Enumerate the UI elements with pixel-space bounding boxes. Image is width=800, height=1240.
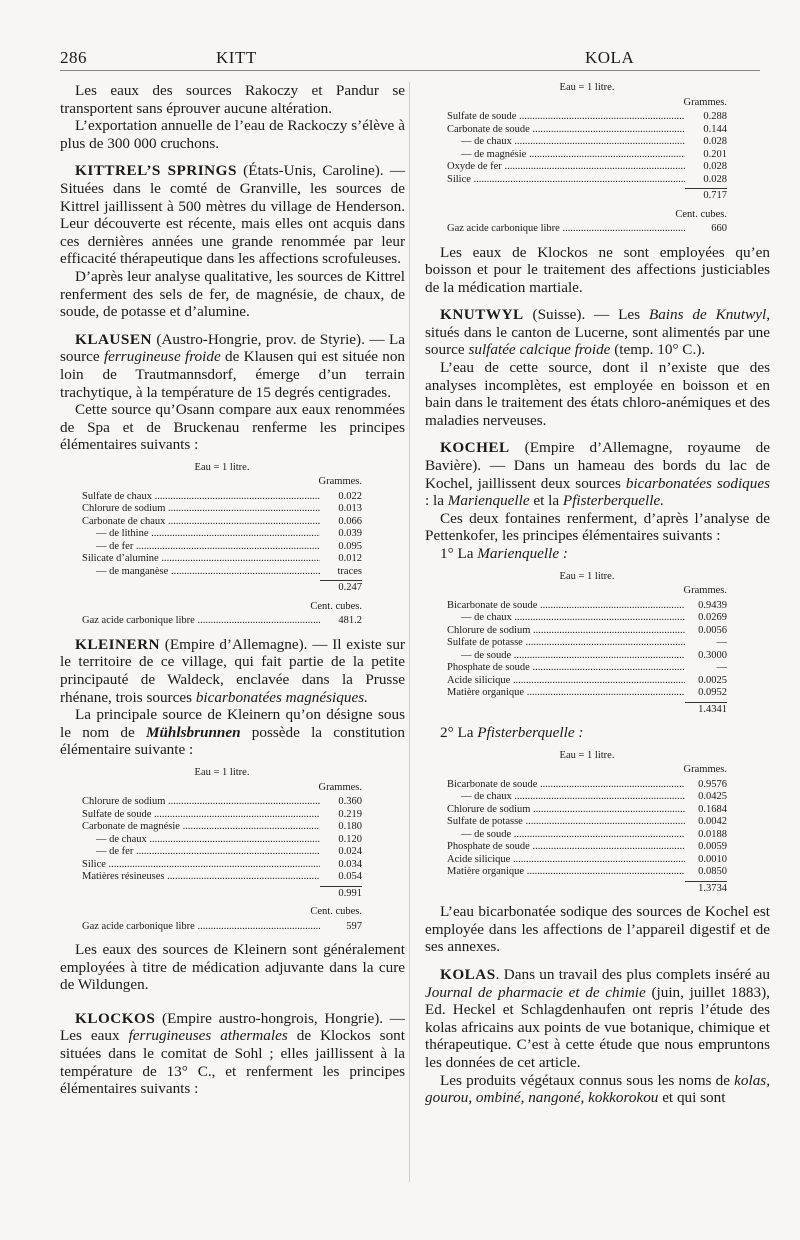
table-row bbox=[82, 491, 362, 504]
table-row bbox=[82, 503, 362, 516]
kochel-paragraph-3: L’eau bicarbonatée sodique des sources de Kochel est employée dans les affections de l’appareil digestif et de ses annexes. bbox=[425, 903, 770, 956]
table-cell-name: Acide silicique ..... bbox=[447, 854, 685, 867]
table-caption: Eau = 1 litre. bbox=[559, 749, 615, 761]
table-total-value: 0.991 bbox=[320, 886, 362, 901]
entry-text: (Empire d’Allemagne, royaume de Bavière). — Dans un hameau des bords du lac de Kochel, jaillissent deux sources bbox=[425, 439, 770, 492]
table-row bbox=[82, 566, 362, 579]
table-cell-value: 0.219 bbox=[338, 808, 362, 820]
table-row bbox=[447, 124, 727, 137]
knutwyl-paragraph-2: L’eau de cette source, dont il n’existe que des analyses incomplètes, est employée en boisson et en bain dans le traitement des états chloro-anémiques et des maladies nerveuses. bbox=[425, 359, 770, 429]
table-cell-value: 0.0010 bbox=[698, 853, 727, 865]
table-cell-name: Silice ..... bbox=[447, 174, 685, 187]
table-cell-value: 0.012 bbox=[338, 553, 362, 565]
table-row bbox=[82, 834, 362, 847]
table-row bbox=[447, 816, 727, 829]
entry-text: . Dans un travail des plus complets inséré au bbox=[495, 965, 770, 983]
table-cell-value: 0.180 bbox=[338, 821, 362, 833]
table-cell-name: — de chaux ..... bbox=[82, 834, 320, 847]
entry-text: 2° La bbox=[440, 724, 478, 742]
table-cell-name: Sulfate de potasse ..... bbox=[447, 816, 685, 829]
table-row bbox=[447, 612, 727, 625]
table-cell-name: Matière organique ..... bbox=[447, 687, 685, 700]
table-total-value: 0.247 bbox=[320, 580, 362, 595]
table-cell-value: 0.0269 bbox=[698, 612, 727, 624]
table-cell-name: Oxyde de fer ..... bbox=[447, 161, 685, 174]
klausen-table bbox=[82, 462, 362, 628]
table-total-value: 1.4341 bbox=[685, 702, 727, 717]
entry-italic: sulfatée calcique froide bbox=[468, 341, 611, 359]
marienquelle-subheading bbox=[425, 545, 770, 563]
gas-unit: Cent. cubes. bbox=[310, 906, 362, 918]
table-row bbox=[82, 541, 362, 554]
table-cell-value: 0.0059 bbox=[698, 841, 727, 853]
table-row bbox=[82, 809, 362, 822]
table-cell-name: Bicarbonate de soude ..... bbox=[447, 779, 685, 792]
table-row bbox=[447, 650, 727, 663]
table-cell-name: — de soude ..... bbox=[447, 650, 685, 663]
entry-heading: KOLAS bbox=[440, 965, 496, 983]
table-cell-name: — de lithine ..... bbox=[82, 528, 320, 541]
table-cell-name: Chlorure de sodium ..... bbox=[82, 503, 320, 516]
table-cell-name: — de fer ..... bbox=[82, 541, 320, 554]
table-unit: Grammes. bbox=[318, 476, 362, 488]
table-cell-value: 0.0425 bbox=[698, 791, 727, 803]
table-row bbox=[447, 662, 727, 675]
table-row bbox=[447, 637, 727, 650]
table-row bbox=[447, 687, 727, 700]
entry-text: (temp. 10° C.). bbox=[610, 341, 706, 359]
table-row bbox=[447, 600, 727, 613]
table-cell-name: — de chaux ..... bbox=[447, 791, 685, 804]
table-row bbox=[82, 821, 362, 834]
entry-text: (Empire austro-hongrois, Hongrie). — Les eaux bbox=[60, 1009, 405, 1045]
table-cell-name: — de manganèse ..... bbox=[82, 566, 320, 579]
table-cell-value: traces bbox=[337, 565, 362, 577]
entry-italic: Mühlsbrunnen bbox=[145, 723, 241, 741]
table-cell-name: Matières résineuses ..... bbox=[82, 871, 320, 884]
entry-text: de Klausen qui est située non loin de Trautmannsdorf, émerge d’un terrain trachytique, à la température de 15 degrés centigrades. bbox=[60, 348, 406, 401]
entry-italic: ferrugineuse froide bbox=[103, 348, 221, 366]
running-head-right: KOLA bbox=[585, 48, 635, 67]
kochel-entry bbox=[425, 439, 770, 509]
table-cell-value: 0.120 bbox=[338, 833, 362, 845]
table-cell-value: 0.022 bbox=[338, 490, 362, 502]
gas-unit: Cent. cubes. bbox=[310, 600, 362, 612]
table-row bbox=[447, 829, 727, 842]
table-row bbox=[82, 871, 362, 884]
table-cell-name: Sulfate de chaux ..... bbox=[82, 491, 320, 504]
table-cell-name: Sulfate de soude ..... bbox=[82, 809, 320, 822]
table-total bbox=[447, 881, 727, 896]
klockos-entry bbox=[60, 1010, 405, 1098]
gas-row bbox=[82, 921, 362, 934]
table-row bbox=[447, 675, 727, 688]
table-total bbox=[82, 580, 362, 595]
table-row bbox=[447, 791, 727, 804]
table-row bbox=[447, 136, 727, 149]
kleinern-entry bbox=[60, 636, 405, 706]
entry-text: : la bbox=[425, 492, 448, 510]
left-column bbox=[60, 82, 405, 1098]
entry-italic: bicarbonatées magnésiques. bbox=[195, 688, 368, 706]
table-total bbox=[82, 886, 362, 901]
kittrel-paragraph-2: D’après leur analyse qualitative, les sources de Kittrel renferment des sels de fer, de magnésie, de chaux, de soude, de potasse et d’alumine. bbox=[60, 267, 405, 321]
table-cell-value: 0.034 bbox=[338, 858, 362, 870]
kleinern-paragraph-2 bbox=[60, 706, 405, 759]
entry-italic: Pfisterberquelle. bbox=[562, 492, 665, 510]
right-column bbox=[425, 82, 770, 1107]
kleinern-paragraph-3: Les eaux des sources de Kleinern sont généralement employées à titre de médication adjuvante dans la cure de Wildungen. bbox=[60, 941, 405, 994]
table-row bbox=[82, 553, 362, 566]
table-cell-name: — de fer ..... bbox=[82, 846, 320, 859]
kittrel-entry bbox=[60, 162, 405, 268]
table-row bbox=[82, 516, 362, 529]
table-cell-value: 0.066 bbox=[338, 515, 362, 527]
table-row bbox=[82, 859, 362, 872]
gas-row bbox=[82, 615, 362, 628]
table-cell-name: — de soude ..... bbox=[447, 829, 685, 842]
gas-value: 660 bbox=[711, 223, 727, 234]
table-cell-name: — de magnésie ..... bbox=[447, 149, 685, 162]
klockos-paragraph-2: Les eaux de Klockos ne sont employées qu’en boisson et pour le traitement des affections justiciables de la médication martiale. bbox=[425, 243, 770, 296]
kolas-entry bbox=[425, 966, 770, 1072]
table-cell-value: 0.1684 bbox=[698, 803, 727, 815]
entry-italic: Marienquelle bbox=[447, 492, 530, 510]
entry-italic: kolas, gourou, ombiné, nangoné, kokkorokou bbox=[425, 1071, 770, 1107]
entry-text: possède la constitution élémentaire suivante : bbox=[60, 723, 405, 759]
table-cell-name: Sulfate de soude ..... bbox=[447, 111, 685, 124]
table-cell-value: 0.9439 bbox=[698, 599, 727, 611]
table-cell-value: 0.028 bbox=[703, 161, 727, 172]
table-row bbox=[82, 796, 362, 809]
table-cell-value: 0.9576 bbox=[698, 778, 727, 790]
table-cell-value: 0.0025 bbox=[698, 674, 727, 686]
entry-heading: KOCHEL bbox=[440, 439, 510, 457]
table-total-value: 1.3734 bbox=[685, 881, 727, 896]
table-total bbox=[447, 702, 727, 717]
entry-text: 1° La bbox=[440, 545, 478, 562]
table-cell-value: 0.013 bbox=[338, 503, 362, 515]
column-divider bbox=[409, 82, 410, 1182]
entry-heading: KNUTWYL bbox=[440, 306, 524, 324]
entry-text: (juin, juillet 1883), Ed. Heckel et Schlagdenhaufen ont repris l’étude des kolas africains aux points de vue botanique, chimique et thérapeutique. C’est à cette étude que nous empruntons les données de cet article. bbox=[425, 983, 770, 1071]
table-row bbox=[82, 528, 362, 541]
table-cell-value: 0.054 bbox=[338, 871, 362, 883]
table-total-value: 0.717 bbox=[685, 188, 727, 203]
entry-text: situés dans le canton de Lucerne, sont alimentés par une source bbox=[425, 323, 770, 359]
table-unit: Grammes. bbox=[318, 781, 362, 793]
table-caption: Eau = 1 litre. bbox=[194, 767, 250, 779]
kleinern-table bbox=[82, 767, 362, 933]
klausen-paragraph-2: Cette source qu’Osann compare aux eaux renommées de Spa et de Bruckenau renferme les principes élémentaires suivants : bbox=[60, 401, 405, 454]
klockos-table bbox=[447, 82, 727, 236]
table-cell-value: 0.144 bbox=[703, 123, 727, 135]
entry-heading: KLOCKOS bbox=[75, 1009, 156, 1027]
table-cell-name: Matière organique ..... bbox=[447, 866, 685, 879]
pfisterberquelle-table bbox=[447, 750, 727, 896]
knutwyl-entry bbox=[425, 306, 770, 359]
table-row bbox=[447, 149, 727, 162]
table-cell-name: Sulfate de potasse ..... bbox=[447, 637, 685, 650]
table-cell-name: Carbonate de chaux ..... bbox=[82, 516, 320, 529]
gas-unit: Cent. cubes. bbox=[675, 208, 727, 220]
table-cell-name: Acide silicique ..... bbox=[447, 675, 685, 688]
table-cell-value: 0.0850 bbox=[698, 866, 727, 878]
table-row bbox=[447, 841, 727, 854]
table-row bbox=[447, 779, 727, 792]
entry-text: Les produits végétaux connus sous les noms de bbox=[440, 1071, 735, 1089]
entry-text: de Klockos sont situées dans le comitat de Sohl ; elles jaillissent à la température de 13° C., et renferment les principes élémentaires suivants : bbox=[60, 1027, 405, 1098]
table-row bbox=[447, 161, 727, 174]
table-total bbox=[447, 188, 727, 203]
table-cell-name: Chlorure de sodium ..... bbox=[447, 804, 685, 817]
table-unit: Grammes. bbox=[683, 764, 727, 776]
table-cell-name: Phosphate de soude ..... bbox=[447, 662, 685, 675]
gas-value: 597 bbox=[346, 920, 362, 932]
entry-italic: Marienquelle : bbox=[477, 545, 568, 562]
table-cell-value: 0.288 bbox=[703, 111, 727, 122]
table-cell-name: Carbonate de magnésie ..... bbox=[82, 821, 320, 834]
table-row bbox=[447, 804, 727, 817]
entry-text: et qui sont bbox=[658, 1089, 726, 1107]
table-row bbox=[82, 846, 362, 859]
entry-italic: Pfisterberquelle : bbox=[477, 724, 584, 742]
export-paragraph: L’exportation annuelle de l’eau de Rackoczy s’élève à plus de 300 000 cruchons. bbox=[60, 117, 405, 152]
table-caption: Eau = 1 litre. bbox=[559, 570, 615, 582]
entry-text: (États-Unis, Caroline). — Situées dans le comté de Granville, les sources de Kittrel jaillissent à 500 mètres du village de Henderson. Leur découverte est récente, mais elles ont acquis dans ces dernières années une grande renommée par leur efficacité thérapeutique dans les affections scrofuleuses. bbox=[60, 162, 406, 268]
page-number: 286 bbox=[60, 48, 87, 67]
gas-name: Gaz acide carbonique libre ..... bbox=[447, 223, 685, 236]
table-cell-value: 0.0042 bbox=[698, 816, 727, 828]
table-cell-name: Carbonate de soude ..... bbox=[447, 124, 685, 137]
table-cell-name: — de chaux ..... bbox=[447, 136, 685, 149]
table-cell-name: Chlorure de sodium ..... bbox=[447, 625, 685, 638]
table-caption: Eau = 1 litre. bbox=[559, 82, 615, 93]
table-row bbox=[447, 111, 727, 124]
kolas-paragraph-2 bbox=[425, 1072, 770, 1107]
table-cell-value: 0.028 bbox=[703, 173, 727, 185]
gas-row bbox=[447, 223, 727, 236]
entry-text: (Austro-Hongrie, prov. de Styrie). — La source bbox=[60, 330, 405, 366]
rakoczy-paragraph: Les eaux des sources Rakoczy et Pandur se transportent sans éprouver aucune altération. bbox=[60, 82, 405, 117]
table-cell-name: Phosphate de soude ..... bbox=[447, 841, 685, 854]
table-cell-name: — de chaux ..... bbox=[447, 612, 685, 625]
table-cell-value: 0.024 bbox=[338, 846, 362, 858]
table-unit: Grammes. bbox=[683, 585, 727, 597]
entry-text: (Suisse). — Les bbox=[523, 306, 649, 324]
pfisterberquelle-subheading bbox=[425, 724, 770, 742]
entry-text: (Empire d’Allemagne). — Il existe sur le territoire de ce village, qui fait partie de la petite principauté de Waldeck, enclavée dans la Prusse rhénane, trois sources bbox=[60, 635, 405, 706]
entry-text: La principale source de Kleinern qu’on désigne sous le nom de bbox=[60, 706, 405, 741]
table-unit: Grammes. bbox=[683, 96, 727, 108]
table-cell-value: 0.201 bbox=[703, 148, 727, 160]
table-row bbox=[447, 854, 727, 867]
table-cell-value: 0.360 bbox=[338, 796, 362, 808]
gas-value: 481.2 bbox=[338, 615, 362, 627]
table-cell-name: Silice ..... bbox=[82, 859, 320, 872]
entry-italic: bicarbonatées sodiques bbox=[625, 474, 771, 492]
entry-heading: KLAUSEN bbox=[75, 330, 152, 348]
table-cell-value: 0.0056 bbox=[698, 624, 727, 636]
table-cell-value: 0.028 bbox=[703, 136, 727, 147]
entry-heading: KITTREL’S SPRINGS bbox=[75, 162, 237, 180]
gas-name: Gaz acide carbonique libre ..... bbox=[82, 615, 320, 628]
kochel-paragraph-2: Ces deux fontaines renferment, d’après l’analyse de Pettenkofer, les principes élémentaires suivants : bbox=[425, 509, 770, 545]
table-row bbox=[447, 866, 727, 879]
header-rule bbox=[60, 70, 760, 71]
table-caption: Eau = 1 litre. bbox=[194, 461, 250, 473]
table-cell-value: 0.039 bbox=[338, 528, 362, 540]
table-row bbox=[447, 625, 727, 638]
table-row bbox=[447, 174, 727, 187]
running-head-left: KITT bbox=[216, 48, 257, 67]
entry-text: et la bbox=[529, 492, 563, 510]
table-cell-value: 0.0952 bbox=[698, 687, 727, 699]
table-cell-name: Chlorure de sodium ..... bbox=[82, 796, 320, 809]
table-cell-value: 0.3000 bbox=[698, 649, 727, 661]
table-cell-value: 0.095 bbox=[338, 540, 362, 552]
marienquelle-table bbox=[447, 571, 727, 717]
entry-italic: Bains de Knutwyl, bbox=[648, 306, 770, 324]
entry-italic: ferrugineuses athermales bbox=[128, 1027, 288, 1045]
klausen-entry bbox=[60, 331, 405, 401]
table-cell-value: — bbox=[716, 637, 727, 649]
table-cell-name: Silicate d’alumine ..... bbox=[82, 553, 320, 566]
table-cell-value: 0.0188 bbox=[698, 828, 727, 840]
table-cell-name: Bicarbonate de soude ..... bbox=[447, 600, 685, 613]
entry-italic: Journal de pharmacie et de chimie bbox=[425, 983, 646, 1001]
gas-name: Gaz acide carbonique libre ..... bbox=[82, 921, 320, 934]
table-cell-value: — bbox=[716, 662, 727, 674]
entry-heading: KLEINERN bbox=[75, 635, 161, 653]
